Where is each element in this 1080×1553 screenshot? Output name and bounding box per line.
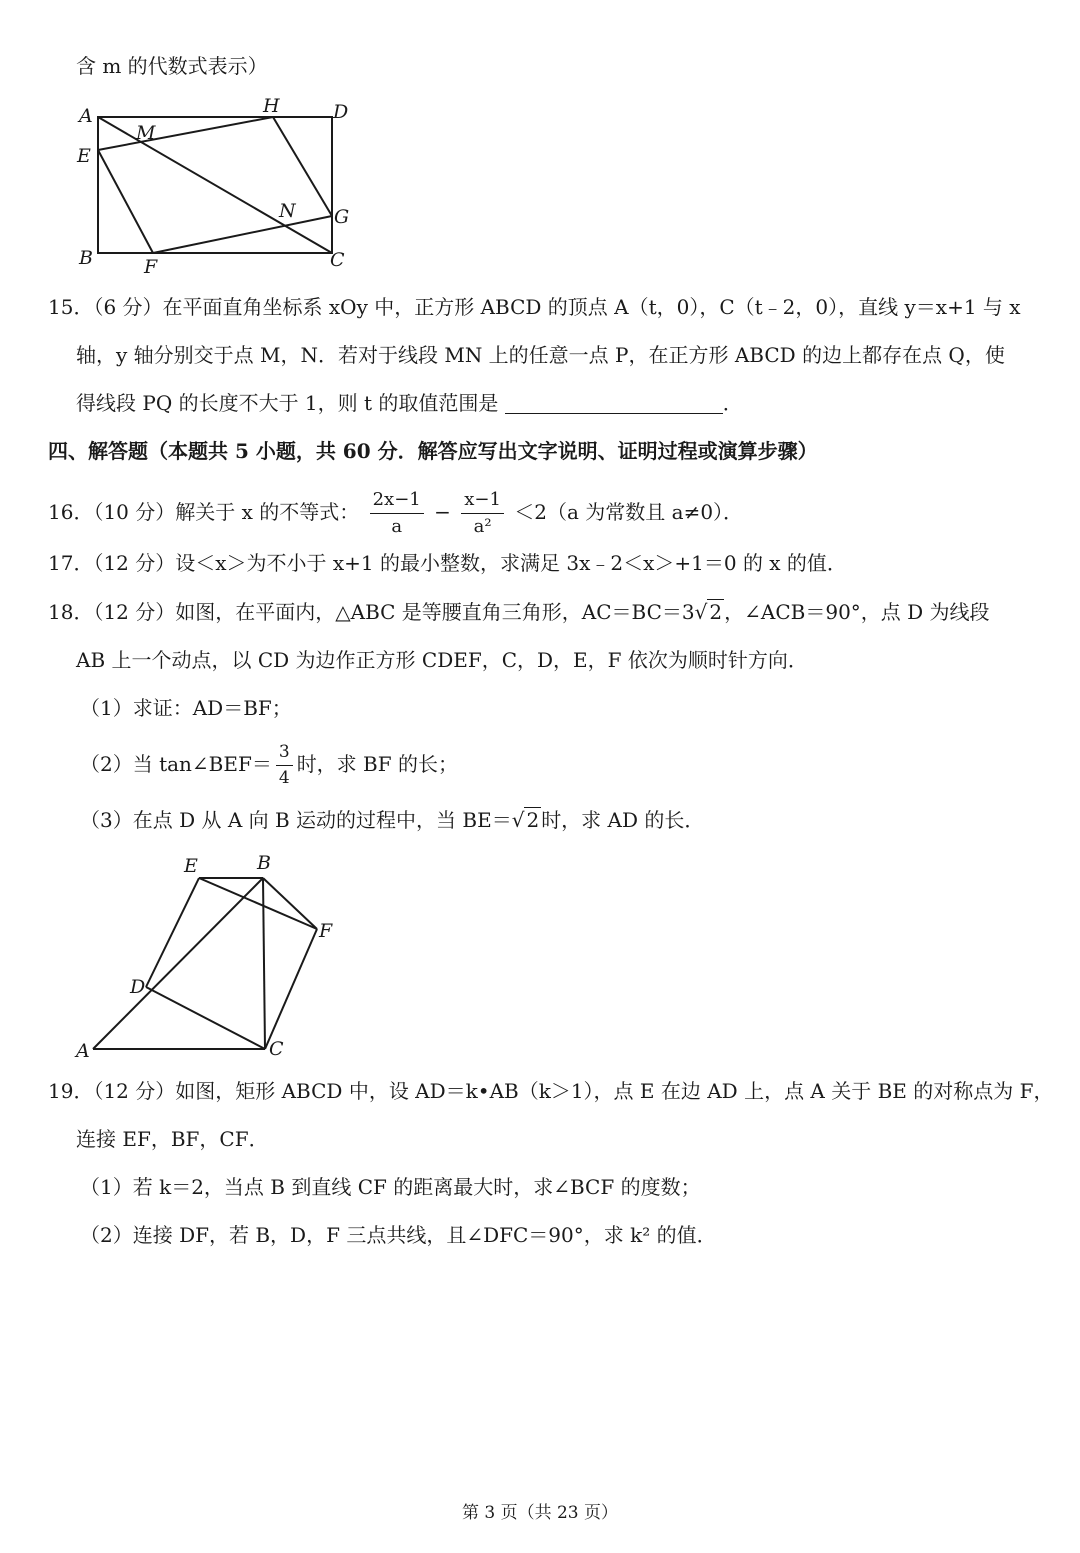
label-C: C [269,1038,284,1060]
question-16 [48,490,743,536]
seg-EH [98,117,273,150]
label-F: F [144,256,158,278]
seg-EF [199,878,317,929]
label-E: E [184,855,198,877]
question-18-part-3-suffix: 时，求 AD 的长． [541,808,705,832]
label-A: A [79,105,93,127]
question-19-part-2: （2）连接 DF，若 B，D，F 三点共线，且∠DFC＝90°，求 k² 的值． [80,1223,717,1247]
figure-rectangle-ABCD [70,90,370,280]
question-18-part-2-prefix: （2）当 tan∠BEF＝ [80,752,272,776]
question-18-part-2 [80,742,458,787]
fraction-numerator: 3 [276,744,293,766]
seg-AB [93,878,263,1049]
label-B: B [79,247,93,269]
question-15-line-1: 15．（6 分）在平面直角坐标系 xOy 中，正方形 ABCD 的顶点 A（t，0），C（t﹣2，0），直线 y＝x+1 与 x [48,295,1021,319]
label-G: G [334,206,350,228]
question-15-line-3 [76,389,743,417]
seg-BC [263,878,265,1049]
sqrt-expression: √ 2 [511,808,540,832]
answer-blank[interactable] [505,393,723,414]
question-18-part-3-prefix: （3）在点 D 从 A 向 B 运动的过程中，当 BE＝ [80,808,512,832]
label-M: M [136,122,156,144]
period: ． [722,391,743,415]
fraction-1-numerator: 2x−1 [370,491,424,514]
question-19-line-1: 19．（12 分）如图，矩形 ABCD 中，设 AD＝k•AB（k＞1），点 E 在边 AD 上，点 A 关于 BE 的对称点为 F， [48,1079,1054,1103]
question-18-text-a: 18．（12 分）如图，在平面内，△ABC 是等腰直角三角形，AC＝BC＝3 [48,600,695,624]
question-19-part-1: （1）若 k＝2，当点 B 到直线 CF 的距离最大时，求∠BCF 的度数； [80,1175,701,1199]
question-18-line-2: AB 上一个动点，以 CD 为边作正方形 CDEF，C，D，E，F 依次为顺时针方向． [76,648,808,672]
seg-GF [153,216,332,253]
question-18-line-1 [48,598,990,626]
page-footer: 第 3 页（共 23 页） [461,1503,619,1523]
sqrt-expression: √ 2 [694,600,723,624]
seg-FC [265,929,317,1049]
question-18-part-3 [80,806,704,834]
fraction-1 [370,491,424,536]
label-N: N [279,200,296,222]
question-16-prefix: 16．（10 分）解关于 x 的不等式： [48,500,360,524]
fraction-2-denominator: a² [473,516,492,537]
label-D: D [333,101,349,123]
label-B: B [257,852,271,874]
label-H: H [263,95,280,117]
line-continuation: 含 m 的代数式表示） [76,54,268,78]
sqrt-radicand: 2 [709,600,723,624]
minus-sign: − [434,500,451,524]
seg-DE [146,878,199,987]
seg-AC [98,117,332,253]
label-F: F [319,920,333,942]
seg-CD [146,987,265,1049]
figure-triangle-square [70,845,360,1065]
section-4-heading: 四、解答题（本题共 5 小题，共 60 分．解答应写出文字说明、证明过程或演算步骤） [48,439,818,463]
question-18-part-2-suffix: 时，求 BF 的长； [296,752,458,776]
fraction-denominator: 4 [278,768,290,788]
question-15-line-2: 轴，y 轴分别交于点 M，N．若对于线段 MN 上的任意一点 P，在正方形 ABCD 的边上都存在点 Q，使 [76,343,1005,367]
question-19-line-2: 连接 EF，BF，CF． [76,1127,269,1151]
sqrt-radicand: 2 [526,808,540,832]
label-C: C [330,249,345,271]
label-D: D [130,976,146,998]
question-17: 17．（12 分）设＜x＞为不小于 x+1 的最小整数，求满足 3x﹣2＜x＞+1＝0 的 x 的值． [48,551,847,575]
label-A: A [76,1040,90,1062]
label-E: E [77,145,91,167]
fraction-2-numerator: x−1 [461,491,504,514]
question-18-part-1: （1）求证：AD＝BF； [80,696,292,720]
question-16-suffix: ＜2（a 为常数且 a≠0）． [514,500,744,524]
question-15-text: 得线段 PQ 的长度不大于 1，则 t 的取值范围是 [76,391,499,415]
fraction-2 [461,491,504,536]
seg-BF [263,878,317,929]
fraction-1-denominator: a [391,516,403,537]
fraction-three-quarters [276,744,293,787]
question-18-text-b: ，∠ACB＝90°，点 D 为线段 [724,600,990,624]
seg-FE [98,150,153,253]
